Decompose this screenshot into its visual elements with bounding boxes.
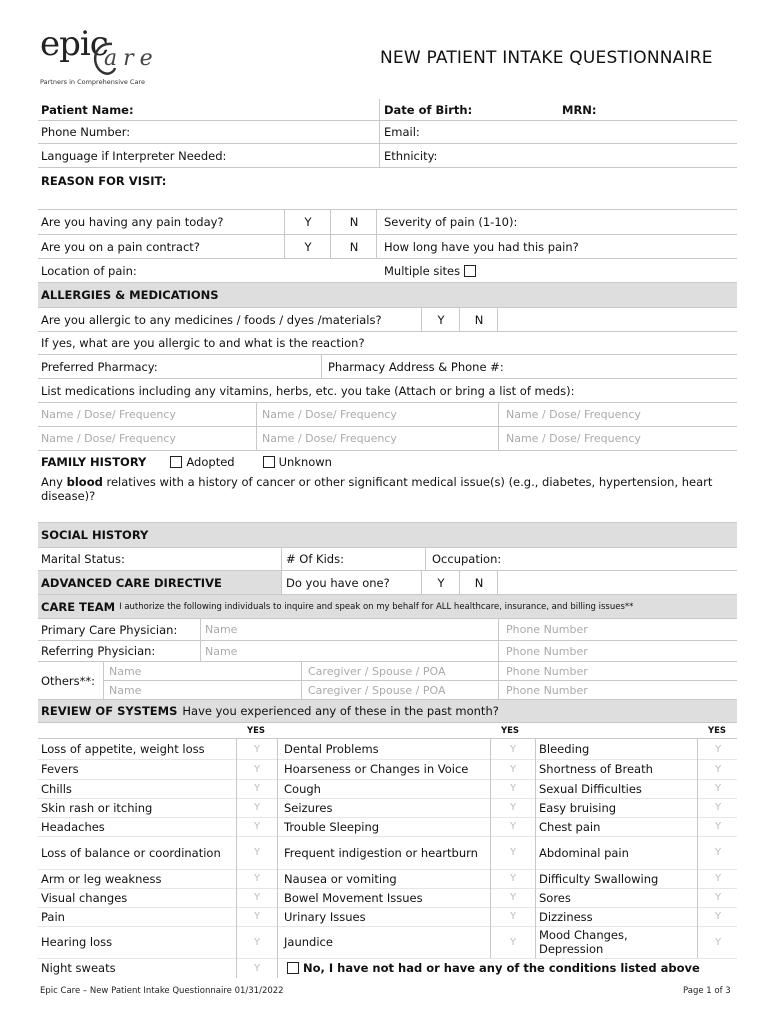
others-caregiver-field[interactable]: Caregiver / Spouse / POA xyxy=(301,681,446,699)
symptom-label: Urinary Issues xyxy=(284,909,366,924)
symptom-label: Fevers xyxy=(41,762,79,776)
symptom-yes[interactable]: Y xyxy=(697,759,738,779)
unknown-label: Unknown xyxy=(278,455,332,469)
family-section xyxy=(38,451,737,523)
ros-row xyxy=(38,779,737,799)
symptom-yes[interactable]: Y xyxy=(697,888,738,907)
symptom-label: Seizures xyxy=(284,800,333,815)
yes-col-header: YES xyxy=(707,725,727,736)
page-title: NEW PATIENT INTAKE QUESTIONNAIRE xyxy=(380,48,713,68)
symptom-yes[interactable]: Y xyxy=(490,759,536,779)
row-if-yes xyxy=(38,332,737,355)
row-phone xyxy=(38,121,737,144)
row-meds-1 xyxy=(38,403,737,427)
pain-contract-no[interactable]: N xyxy=(330,235,377,258)
multiple-sites-checkbox[interactable] xyxy=(464,265,476,277)
symptom-yes[interactable]: Y xyxy=(490,869,536,888)
symptom-yes[interactable]: Y xyxy=(490,907,536,926)
symptom-label: Pain xyxy=(41,909,65,924)
symptom-label: Skin rash or itching xyxy=(41,800,153,815)
symptom-label: Cough xyxy=(284,781,321,796)
logo-c-swash xyxy=(88,38,118,78)
symptom-yes[interactable]: Y xyxy=(236,817,278,836)
social-heading: SOCIAL HISTORY xyxy=(41,528,149,542)
row-referring xyxy=(38,641,737,662)
symptom-yes[interactable]: Y xyxy=(697,817,738,836)
symptom-label: Abdominal pain xyxy=(539,845,629,860)
ros-header xyxy=(38,700,737,723)
ros-row xyxy=(38,907,737,927)
ros-row xyxy=(38,836,737,870)
med-field[interactable]: Name / Dose/ Frequency xyxy=(498,403,641,426)
row-social xyxy=(38,548,737,571)
directive-question: Do you have one? xyxy=(281,571,390,594)
pain-contract-yes[interactable]: Y xyxy=(284,235,331,258)
family-question: Any blood relatives with a history of cancer or other significant medical issue(s) (e.g., diabetes, hypertension, heart disease)? xyxy=(41,475,713,503)
pain-today-no[interactable]: N xyxy=(330,210,377,234)
ros-yes-header xyxy=(38,723,737,739)
ros-row xyxy=(38,888,737,908)
symptom-yes[interactable]: Y xyxy=(236,926,278,958)
language-label: Language if Interpreter Needed: xyxy=(41,148,227,163)
care-team-heading: CARE TEAM xyxy=(41,599,116,614)
ros-row xyxy=(38,798,737,818)
row-directive xyxy=(38,571,737,595)
reason-heading: REASON FOR VISIT: xyxy=(41,174,167,188)
pain-today-yes[interactable]: Y xyxy=(284,210,331,234)
med-field[interactable]: Name / Dose/ Frequency xyxy=(41,408,176,421)
row-pain-today xyxy=(38,210,737,235)
ros-row xyxy=(38,869,737,889)
row-patient xyxy=(38,99,737,121)
mrn-label: MRN: xyxy=(562,102,597,117)
symptom-yes[interactable]: Y xyxy=(490,798,536,817)
others-label: Others**: xyxy=(41,673,96,688)
symptom-label: Nausea or vomiting xyxy=(284,871,397,886)
symptom-yes[interactable]: Y xyxy=(490,739,536,759)
ros-heading: REVIEW OF SYSTEMS xyxy=(41,704,178,718)
referring-phone-field[interactable]: Phone Number xyxy=(498,641,588,661)
symptom-yes[interactable]: Y xyxy=(236,798,278,817)
med-field[interactable]: Name / Dose/ Frequency xyxy=(256,403,397,426)
symptom-yes[interactable]: Y xyxy=(697,836,738,869)
row-meds-2 xyxy=(38,427,737,451)
others-phone-field[interactable]: Phone Number xyxy=(498,662,588,680)
symptom-label: Headaches xyxy=(41,819,105,834)
symptom-yes[interactable]: Y xyxy=(236,958,278,978)
ros-subheading: Have you experienced any of these in the past month? xyxy=(182,704,499,718)
referring-name-field[interactable]: Name xyxy=(200,641,237,661)
symptom-yes[interactable]: Y xyxy=(236,869,278,888)
multiple-sites-label: Multiple sites xyxy=(384,263,461,278)
directive-yes[interactable]: Y xyxy=(421,571,460,594)
symptom-label: Visual changes xyxy=(41,890,128,905)
social-header xyxy=(38,523,737,548)
care-team-note: I authorize the following individuals to inquire and speak on my behalf for ALL healthcare, insurance, and billing issues** xyxy=(119,601,634,612)
med-field[interactable]: Name / Dose/ Frequency xyxy=(256,427,397,450)
occupation-label: Occupation: xyxy=(425,548,501,570)
row-pain-contract xyxy=(38,235,737,259)
allergic-no[interactable]: N xyxy=(459,308,498,331)
adopted-label: Adopted xyxy=(186,455,235,469)
care-team-header xyxy=(38,595,737,619)
page-number: Page 1 of 3 xyxy=(683,986,731,996)
severity-label: Severity of pain (1-10): xyxy=(376,210,517,234)
row-med-list xyxy=(38,379,737,403)
symptom-label: Night sweats xyxy=(41,961,116,975)
symptom-yes[interactable]: Y xyxy=(236,739,278,759)
pharmacy-label: Preferred Pharmacy: xyxy=(41,359,158,374)
logo-word-care: are xyxy=(104,46,159,71)
symptom-yes[interactable]: Y xyxy=(236,888,278,907)
referring-label: Referring Physician: xyxy=(41,644,156,658)
symptom-label: Dental Problems xyxy=(284,742,379,756)
symptom-yes[interactable]: Y xyxy=(490,817,536,836)
how-long-label: How long have you had this pain? xyxy=(376,235,579,258)
ros-row xyxy=(38,817,737,837)
allergic-yes[interactable]: Y xyxy=(421,308,460,331)
others-caregiver-field[interactable]: Caregiver / Spouse / POA xyxy=(301,662,446,680)
yes-col-header: YES xyxy=(500,725,520,736)
ros-row xyxy=(38,958,737,978)
allergies-heading: ALLERGIES & MEDICATIONS xyxy=(41,288,219,302)
symptom-yes[interactable]: Y xyxy=(236,836,278,869)
symptom-label: Sores xyxy=(539,890,571,905)
allergic-question: Are you allergic to any medicines / foods / dyes /materials? xyxy=(41,312,382,327)
symptom-label: Hoarseness or Changes in Voice xyxy=(284,762,469,776)
logo-word-epic: epic xyxy=(40,24,108,64)
symptom-yes[interactable]: Y xyxy=(697,779,738,798)
med-field[interactable]: Name / Dose/ Frequency xyxy=(41,432,176,445)
logo xyxy=(38,18,168,88)
symptom-label: Chest pain xyxy=(539,819,601,834)
row-reason xyxy=(38,168,737,210)
unknown-checkbox[interactable] xyxy=(263,456,275,468)
if-yes-label: If yes, what are you allergic to and what is the reaction? xyxy=(41,336,365,350)
pcp-name-field[interactable]: Name xyxy=(200,619,237,640)
symptom-yes[interactable]: Y xyxy=(490,888,536,907)
symptom-yes[interactable]: Y xyxy=(697,739,738,759)
directive-heading: ADVANCED CARE DIRECTIVE xyxy=(38,571,281,594)
symptom-label: Loss of appetite, weight loss xyxy=(41,742,205,756)
pharmacy-address-label: Pharmacy Address & Phone #: xyxy=(321,355,504,378)
symptom-label: Loss of balance or coordination xyxy=(41,845,221,860)
email-label: Email: xyxy=(379,121,420,143)
others-name-field[interactable]: Name xyxy=(103,662,141,680)
pcp-label: Primary Care Physician: xyxy=(41,622,178,637)
pain-today-label: Are you having any pain today? xyxy=(41,215,224,229)
symptom-yes[interactable]: Y xyxy=(697,869,738,888)
ros-row xyxy=(38,926,737,959)
symptom-label: Arm or leg weakness xyxy=(41,871,162,886)
symptom-label: Sexual Difficulties xyxy=(539,781,642,796)
dob-label: Date of Birth: xyxy=(379,99,472,120)
ethnicity-label: Ethnicity: xyxy=(379,144,437,167)
ros-row xyxy=(38,739,737,760)
symptom-label: Frequent indigestion or heartburn xyxy=(284,845,478,860)
adopted-checkbox[interactable] xyxy=(170,456,182,468)
symptom-label: Chills xyxy=(41,781,72,796)
symptom-label: Bowel Movement Issues xyxy=(284,890,423,905)
symptom-yes[interactable]: Y xyxy=(236,907,278,926)
symptom-yes[interactable]: Y xyxy=(236,759,278,779)
symptom-label: Trouble Sleeping xyxy=(284,819,380,834)
symptom-yes[interactable]: Y xyxy=(490,836,536,869)
family-heading: FAMILY HISTORY xyxy=(41,455,147,469)
ros-row xyxy=(38,759,737,780)
row-pharmacy xyxy=(38,355,737,379)
symptom-label: Difficulty Swallowing xyxy=(539,871,659,886)
symptom-label: Bleeding xyxy=(539,742,590,756)
footer-left: Epic Care – New Patient Intake Questionnaire 01/31/2022 xyxy=(40,986,284,996)
allergies-header xyxy=(38,283,737,308)
yes-col-header: YES xyxy=(246,725,266,736)
others-phone-field[interactable]: Phone Number xyxy=(498,681,588,699)
med-list-label: List medications including any vitamins, herbs, etc. you take (Attach or bring a list of meds): xyxy=(41,383,575,398)
row-location xyxy=(38,259,737,283)
phone-label: Phone Number: xyxy=(41,125,131,139)
symptom-yes[interactable]: Y xyxy=(697,907,738,926)
logo-tagline: Partners in Comprehensive Care xyxy=(40,78,145,86)
location-label: Location of pain: xyxy=(41,263,137,278)
symptom-label: Shortness of Breath xyxy=(539,762,653,776)
none-checkbox[interactable] xyxy=(287,962,299,974)
row-allergic xyxy=(38,308,737,332)
symptom-yes[interactable]: Y xyxy=(490,926,536,958)
symptom-yes[interactable]: Y xyxy=(697,798,738,817)
patient-name-label: Patient Name: xyxy=(41,102,134,117)
others-name-field[interactable]: Name xyxy=(103,681,141,699)
directive-no[interactable]: N xyxy=(459,571,498,594)
symptom-label: Jaundice xyxy=(284,935,333,949)
symptom-yes[interactable]: Y xyxy=(236,779,278,798)
none-label: No, I have not had or have any of the conditions listed above xyxy=(303,961,700,975)
symptom-yes[interactable]: Y xyxy=(697,926,738,958)
row-language xyxy=(38,144,737,168)
symptom-yes[interactable]: Y xyxy=(490,779,536,798)
pain-contract-label: Are you on a pain contract? xyxy=(41,239,200,254)
symptom-label: Easy bruising xyxy=(539,800,617,815)
symptom-label: Hearing loss xyxy=(41,935,113,949)
pcp-phone-field[interactable]: Phone Number xyxy=(498,619,588,640)
marital-label: Marital Status: xyxy=(41,552,125,566)
med-field[interactable]: Name / Dose/ Frequency xyxy=(498,427,641,450)
row-pcp xyxy=(38,619,737,641)
symptom-label: Mood Changes, Depression xyxy=(539,928,628,956)
symptom-label: Dizziness xyxy=(539,909,593,924)
row-others xyxy=(38,662,737,700)
kids-label: # Of Kids: xyxy=(281,548,344,570)
